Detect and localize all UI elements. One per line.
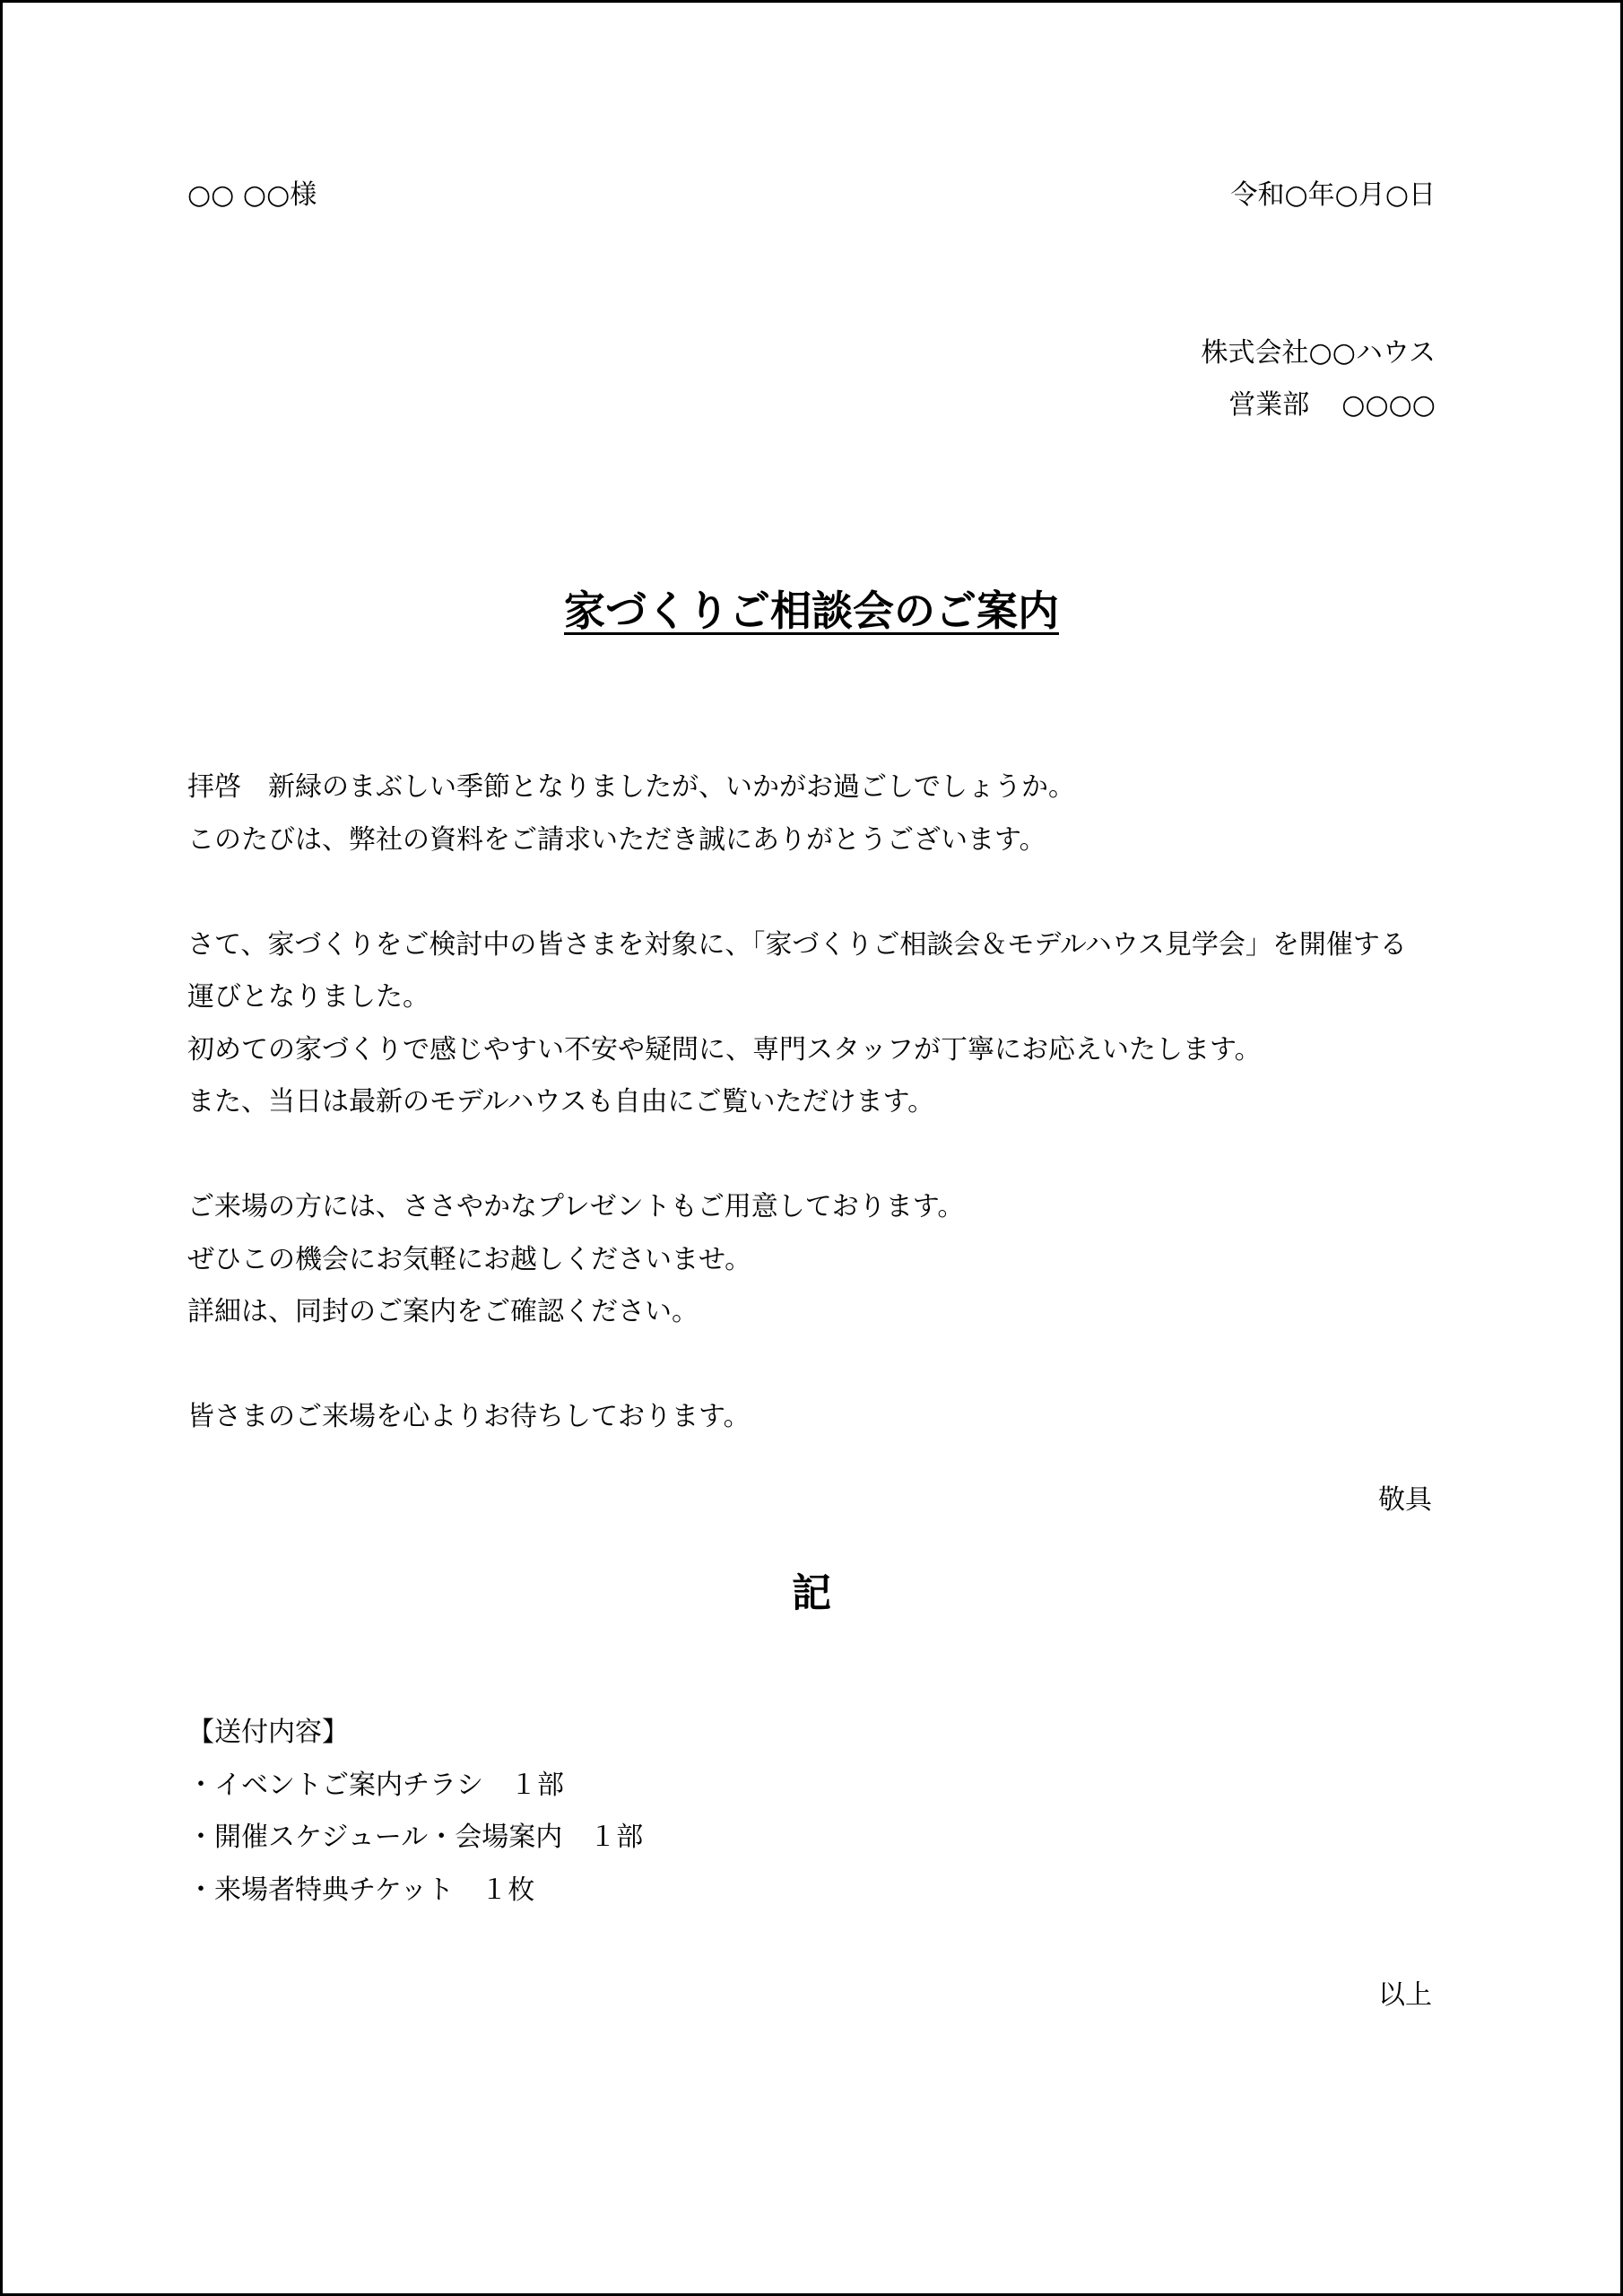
letter-body bbox=[187, 761, 1443, 1444]
closing-keigu: 敬具 bbox=[1378, 1484, 1432, 1516]
paragraph-gap bbox=[187, 1129, 1443, 1182]
sender-person: ○○○○ bbox=[1341, 389, 1436, 421]
body-line: 拝啓 新緑のまぶしい季節となりましたが、いかがお過ごしでしょうか。 bbox=[187, 771, 1075, 803]
body-line: ぜひこの機会にお気軽にお越しくださいませ。 bbox=[187, 1243, 752, 1275]
ki-heading: 記 bbox=[792, 1570, 831, 1616]
enclosure-item: ・イベントご案内チラシ １部 bbox=[187, 1769, 564, 1801]
enclosure-item: ・開催スケジュール・会場案内 １部 bbox=[187, 1822, 644, 1853]
body-line: 皆さまのご来場を心よりお待ちしております。 bbox=[187, 1401, 751, 1432]
enclosure-item: ・来場者特典チケット １枚 bbox=[187, 1874, 535, 1906]
paragraph-gap bbox=[187, 866, 1443, 919]
body-line: さて、家づくりをご検討中の皆さまを対象に、「家づくりご相談会＆モデルハウス見学会」を開催する bbox=[187, 928, 1407, 961]
sender-company: 株式会社○○ハウス bbox=[1201, 337, 1436, 369]
letter-title-text: 家づくりご相談会のご案内 bbox=[564, 587, 1059, 635]
closing-ijou: 以上 bbox=[1378, 1979, 1432, 2011]
sender-department: 営業部 bbox=[1228, 389, 1310, 421]
body-line: ご来場の方には、ささやかなプレゼントもご用意しております。 bbox=[187, 1191, 965, 1222]
enclosure-list bbox=[187, 1707, 643, 1917]
body-line: このたびは、弊社の資料をご請求いただき誠にありがとうございます。 bbox=[187, 823, 1046, 856]
body-line: また、当日は最新のモデルハウスも自由にご覧いただけます。 bbox=[187, 1086, 935, 1118]
letter-date: 令和○年○月○日 bbox=[1230, 179, 1436, 211]
paragraph-gap bbox=[187, 1339, 1443, 1392]
recipient-name: ○○ ○○様 bbox=[187, 179, 317, 211]
sender-department-line bbox=[1202, 379, 1436, 431]
body-line: 詳細は、同封のご案内をご確認ください。 bbox=[187, 1296, 699, 1327]
sender-block bbox=[1202, 327, 1436, 431]
letter-title bbox=[3, 587, 1620, 635]
body-line: 初めての家づくりで感じやすい不安や疑問に、専門スタッフが丁寧にお応えいたします。 bbox=[187, 1033, 1262, 1065]
body-line: 運びとなりました。 bbox=[187, 981, 430, 1013]
enclosure-heading: 【送付内容】 bbox=[187, 1717, 349, 1748]
